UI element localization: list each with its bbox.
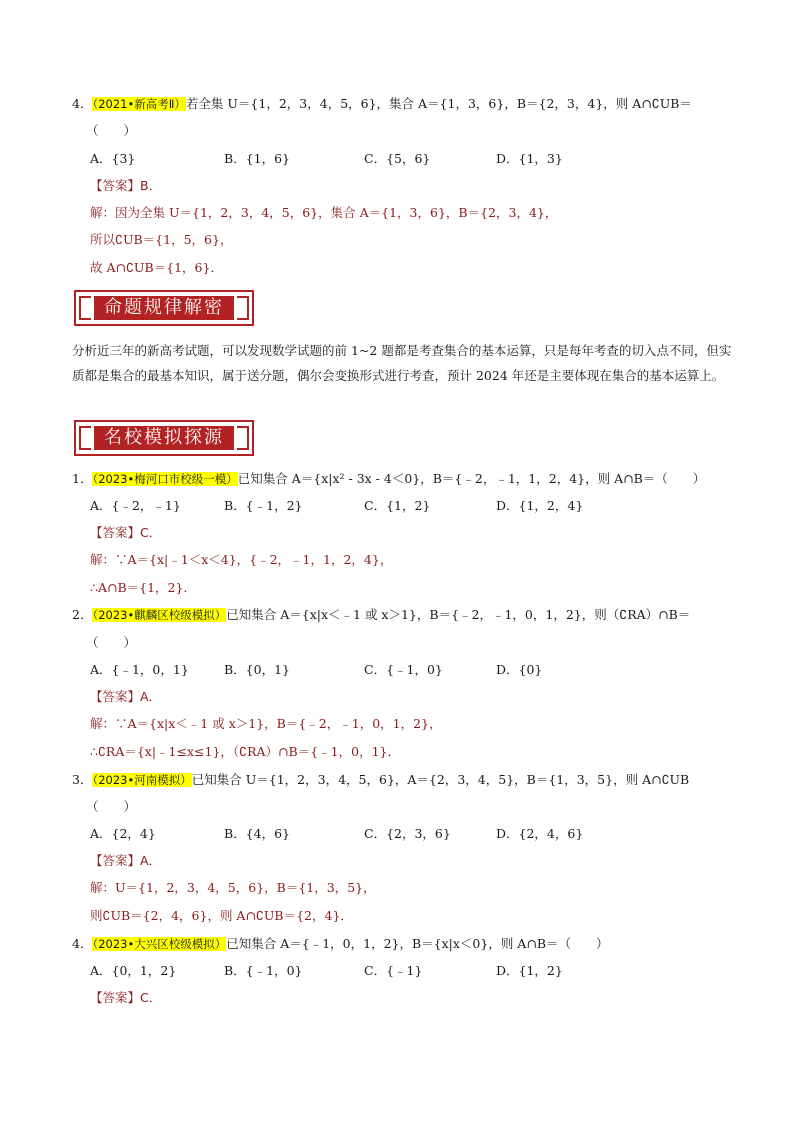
option-c: C．{2，3，6} — [364, 826, 451, 841]
option-d: D．{1，2，4} — [496, 498, 584, 513]
solution-line: 解：因为全集 U＝{1，2，3，4，5，6}，集合 A＝{1，3，6}，B＝{2，3，4}， — [90, 205, 558, 220]
option-b: B．{0，1} — [224, 662, 290, 677]
option-c: C．{5，6} — [364, 151, 431, 166]
answer: 【答案】C． — [90, 525, 162, 540]
solution-line: 则∁UB＝{2，4，6}，则 A∩∁UB＝{2，4}． — [90, 908, 353, 923]
solution-line: 所以∁UB＝{1，5，6}， — [90, 232, 233, 247]
option-a: A．{3} — [90, 151, 136, 166]
section-heading-banner — [74, 420, 254, 456]
option-b: B．{﹣1，2} — [224, 498, 303, 513]
question-4-top — [72, 96, 692, 112]
answer: 【答案】C． — [90, 990, 162, 1005]
section-heading-banner — [74, 290, 254, 326]
option-a: A．{﹣1，0，1} — [90, 662, 189, 677]
option-a: A．{2，4} — [90, 826, 156, 841]
answer: 【答案】A． — [90, 853, 162, 868]
question-number: 2． — [72, 607, 93, 622]
question-2 — [72, 607, 690, 623]
source-tag: （2023•麒麟区校级模拟） — [92, 608, 227, 622]
source-tag: （2023•梅河口市校级一模） — [92, 472, 238, 486]
solution-line: ∴A∩B＝{1，2}． — [90, 580, 196, 595]
question-stem: 已知集合 A＝{x|x＜﹣1 或 x＞1}，B＝{﹣2，﹣1，0，1，2}，则（∁RA）∩B＝ — [226, 607, 691, 622]
section-heading: 名校模拟探源 — [94, 426, 234, 450]
question-1 — [72, 471, 705, 487]
solution-line: 解：∵A＝{x|x＜﹣1 或 x＞1}，B＝{﹣2，﹣1，0，1，2}， — [90, 716, 442, 731]
option-a: A．{﹣2，﹣1} — [90, 498, 181, 513]
answer: 【答案】A． — [90, 689, 162, 704]
option-d: D．{0} — [496, 662, 543, 677]
option-a: A．{0，1，2} — [90, 963, 177, 978]
question-3 — [72, 772, 689, 788]
answer: 【答案】B． — [90, 178, 162, 193]
question-stem: 若全集 U＝{1，2，3，4，5，6}，集合 A＝{1，3，6}，B＝{2，3，4}，则 A∩∁UB＝ — [185, 96, 692, 111]
section-heading: 命题规律解密 — [94, 296, 234, 320]
option-b: B．{1，6} — [224, 151, 290, 166]
question-4 — [72, 936, 609, 952]
option-c: C．{﹣1，0} — [364, 662, 443, 677]
analysis-paragraph: 分析近三年的新高考试题，可以发现数学试题的前 1~2 题都是考查集合的基本运算，只是每年考查的切入点不同，但实质都是集合的最基本知识，属于送分题，偶尔会变换形式进行考查，预计 2024 年还是主要体现在集合的基本运算上。 — [72, 343, 732, 383]
option-c: C．{1，2} — [364, 498, 431, 513]
solution-line: 故 A∩∁UB＝{1，6}． — [90, 260, 223, 275]
question-number: 4． — [72, 936, 93, 951]
source-tag: （2023•河南模拟） — [92, 773, 192, 787]
question-paren: （ ） — [86, 635, 137, 650]
option-d: D．{1，3} — [496, 151, 563, 166]
banner-corner — [237, 296, 249, 320]
solution-line: 解：∵A＝{x|﹣1＜x＜4}，{﹣2，﹣1，1，2，4}， — [90, 552, 393, 567]
option-b: B．{﹣1，0} — [224, 963, 303, 978]
solution-line: 解：U＝{1，2，3，4，5，6}，B＝{1，3，5}， — [90, 880, 376, 895]
question-paren: （ ） — [86, 799, 137, 814]
banner-corner — [79, 426, 91, 450]
banner-corner — [79, 296, 91, 320]
option-d: D．{1，2} — [496, 963, 563, 978]
source-tag: （2021•新高考Ⅱ） — [92, 97, 186, 111]
question-paren: （ ） — [86, 123, 137, 138]
question-number: 4． — [72, 96, 93, 111]
banner-corner — [237, 426, 249, 450]
question-number: 1． — [72, 471, 93, 486]
source-tag: （2023•大兴区校级模拟） — [92, 937, 227, 951]
solution-line: ∴∁RA＝{x|﹣1≤x≤1}，（∁RA）∩B＝{﹣1，0，1}． — [90, 744, 400, 759]
option-d: D．{2，4，6} — [496, 826, 584, 841]
option-b: B．{4，6} — [224, 826, 290, 841]
question-stem: 已知集合 A＝{﹣1，0，1，2}，B＝{x|x＜0}，则 A∩B＝（ ） — [226, 936, 609, 951]
option-c: C．{﹣1} — [364, 963, 423, 978]
question-number: 3． — [72, 772, 93, 787]
question-stem: 已知集合 A＝{x|x² - 3x - 4＜0}，B＝{﹣2，﹣1，1，2，4}，则 A∩B＝（ ） — [237, 471, 706, 486]
question-stem: 已知集合 U＝{1，2，3，4，5，6}，A＝{2，3，4，5}，B＝{1，3，5}，则 A∩∁UB — [191, 772, 690, 787]
